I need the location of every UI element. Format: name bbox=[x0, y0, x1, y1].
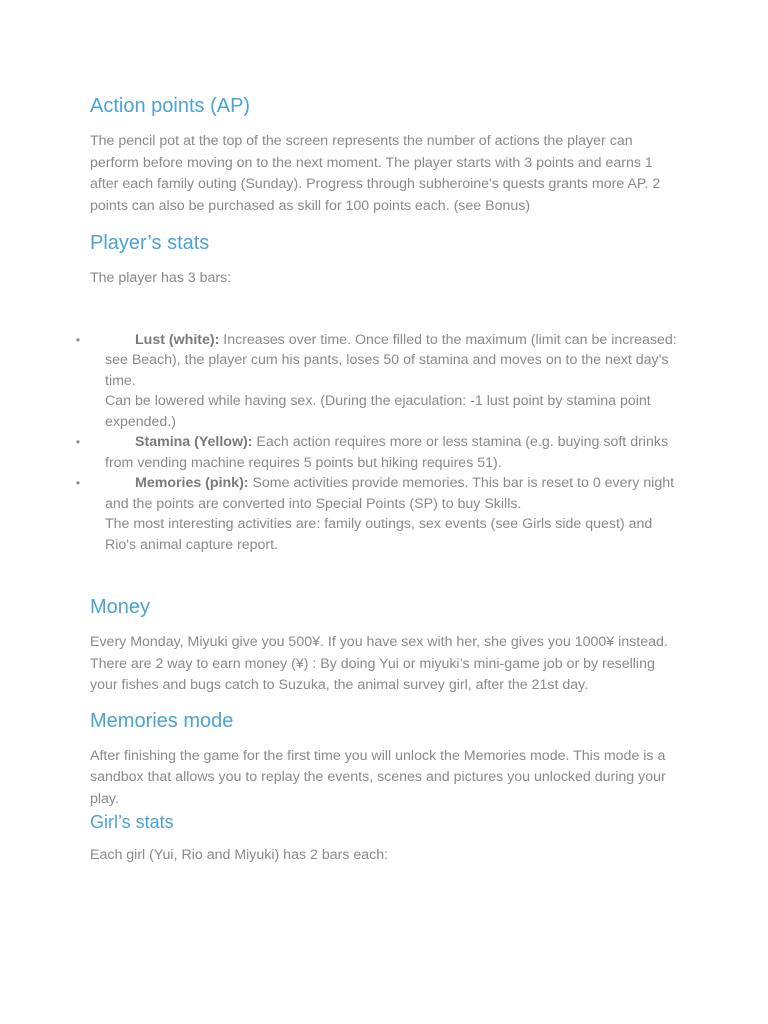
players-stats-intro: The player has 3 bars: bbox=[90, 270, 232, 286]
section-heading-players-stats: Player’s stats bbox=[90, 232, 210, 254]
lust-label: Lust (white): bbox=[135, 331, 220, 348]
stamina-label: Stamina (Yellow): bbox=[135, 434, 253, 450]
bullet-icon: • bbox=[75, 332, 81, 347]
section-heading-money: Money bbox=[90, 596, 151, 618]
lust-text: Increases over time. Once filled to the maximum (limit can be increased: see Beach), the player cum his pants, loses 50 of stamina and moves on to the next day's time. bbox=[105, 331, 677, 389]
section-heading-girls-stats: Girl’s stats bbox=[90, 812, 174, 832]
girls-stats-paragraph: Each girl (Yui, Rio and Miyuki) has 2 bars each: bbox=[90, 847, 389, 863]
list-item-memories bbox=[72, 473, 680, 555]
list-item-stamina bbox=[72, 432, 680, 473]
lust-extra: Can be lowered while having sex. (During the ejaculation: -1 lust point by stamina point expended.) bbox=[105, 393, 651, 430]
action-points-paragraph: The pencil pot at the top of the screen represents the number of actions the player can perform before moving on to the next moment. The player starts with 3 points and earns 1 after each family outing (Sunday). Progress through subheroine's quests grants more AP. 2 points can also be purchased as skill for 100 points each. (see Bonus) bbox=[90, 133, 661, 214]
list-item-lust bbox=[72, 330, 680, 433]
document-page bbox=[75, 92, 680, 867]
memories-text: Some activities provide memories. This bar is reset to 0 every night and the points are converted into Special Points (SP) to buy Skills. bbox=[105, 475, 675, 512]
memories-extra: The most interesting activities are: family outings, sex events (see Girls side quest) and Rio's animal capture report. bbox=[105, 516, 653, 553]
section-heading-memories-mode: Memories mode bbox=[90, 709, 234, 732]
stamina-text: Each action requires more or less stamina (e.g. buying soft drinks from vending machine requires 5 points but hiking requires 51). bbox=[105, 434, 669, 471]
bullet-icon: • bbox=[75, 435, 81, 449]
money-paragraph: Every Monday, Miyuki give you 500¥. If you have sex with her, she gives you 1000¥ instead. There are 2 way to earn money (¥) : By doing Yui or miyuki’s mini-game job or by reselling your fishes and bugs catch to Suzuka, the animal survey girl, after the 21st day. bbox=[90, 634, 668, 693]
memories-mode-paragraph: After finishing the game for the first time you will unlock the Memories mode. This mode is a sandbox that allows you to replay the events, scenes and pictures you unlocked during your play. bbox=[90, 747, 666, 807]
section-heading-action-points: Action points (AP) bbox=[90, 95, 251, 117]
bullet-icon: • bbox=[75, 476, 81, 490]
player-bars-list bbox=[72, 330, 680, 556]
memories-label: Memories (pink): bbox=[135, 475, 249, 491]
